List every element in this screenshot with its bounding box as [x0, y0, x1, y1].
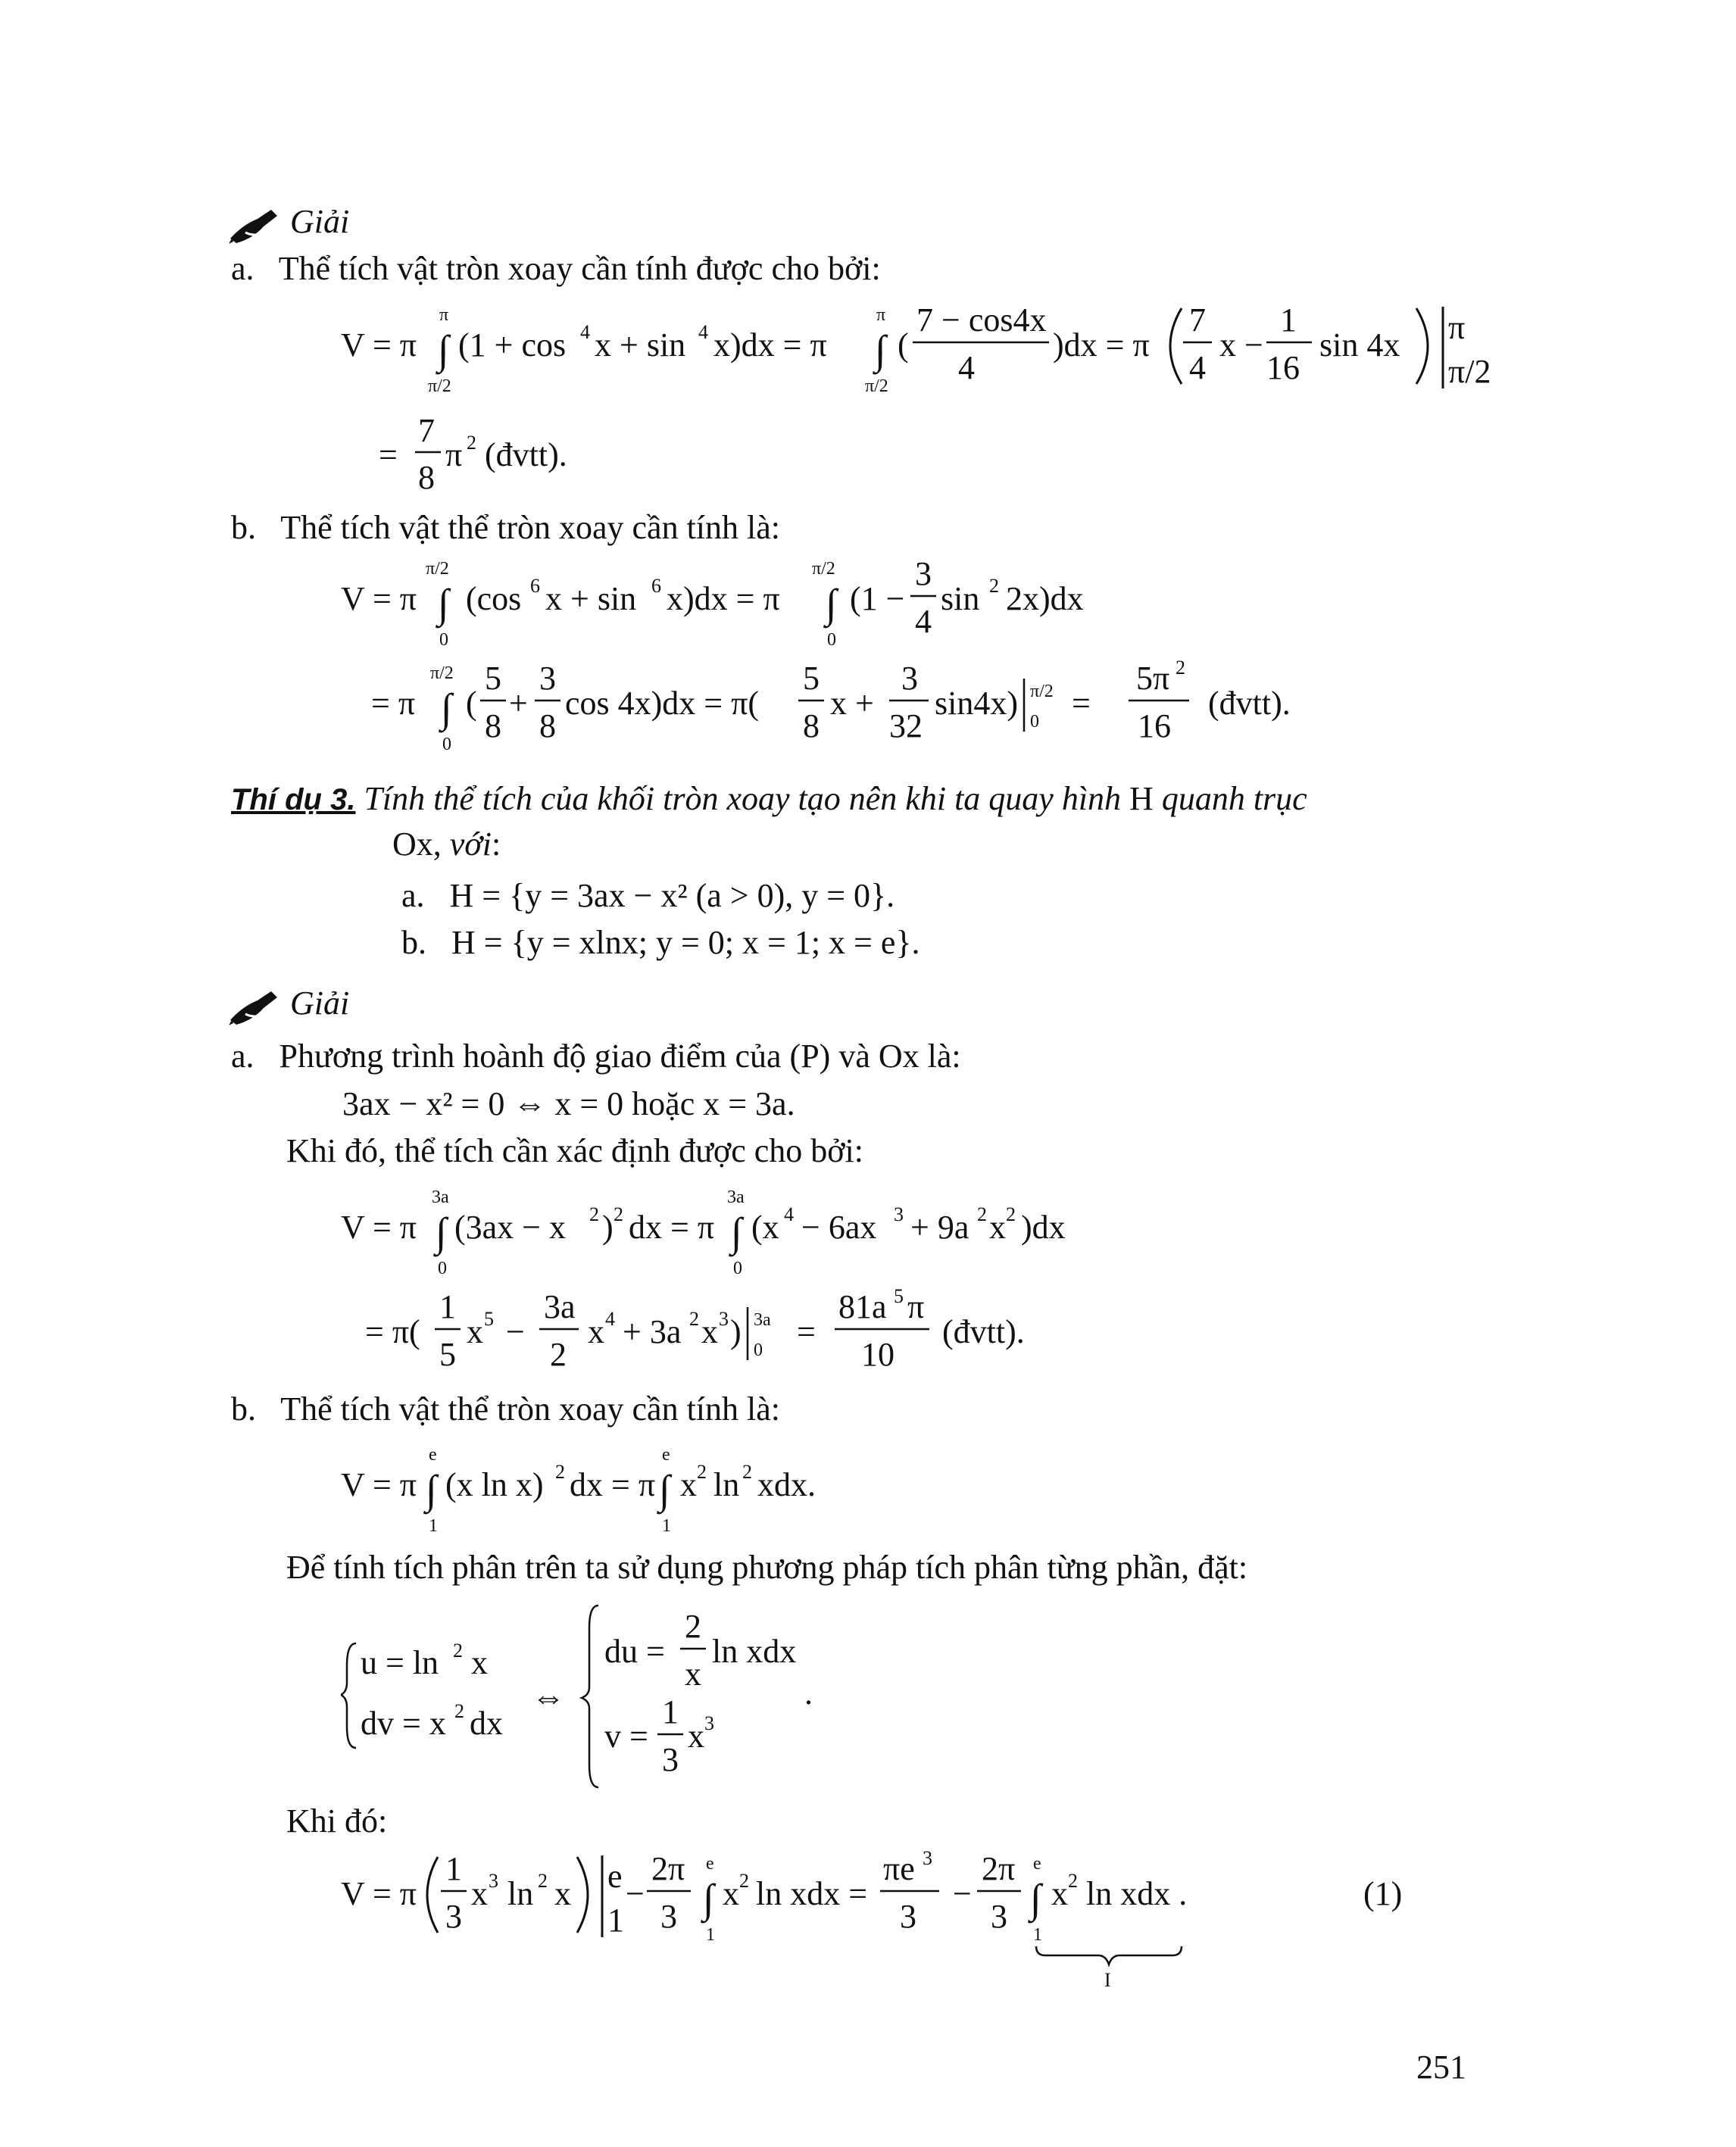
svg-text:v =: v = — [604, 1718, 648, 1755]
svg-text:−: − — [506, 1313, 525, 1350]
svg-text:e: e — [429, 1445, 437, 1465]
svg-text:3: 3 — [539, 660, 556, 697]
svg-text:=: = — [1072, 685, 1091, 722]
svg-text:4: 4 — [605, 1308, 615, 1330]
svg-text:π/2: π/2 — [426, 559, 449, 579]
svg-text:1: 1 — [706, 1925, 715, 1945]
svg-text:e: e — [607, 1858, 623, 1895]
svg-text:dx: dx — [470, 1705, 503, 1742]
prompt-text-tail: quanh trục — [1161, 780, 1307, 817]
svg-text:): ) — [602, 1209, 614, 1246]
equation-sol1-b1 — [341, 553, 1174, 651]
equation-sol2-system — [341, 1598, 886, 1795]
svg-text:2: 2 — [685, 1608, 701, 1645]
svg-text:dv = x: dv = x — [361, 1705, 446, 1742]
svg-text:π: π — [1448, 309, 1466, 346]
svg-text:2: 2 — [697, 1461, 707, 1483]
svg-text:3: 3 — [704, 1712, 714, 1734]
svg-text:2: 2 — [589, 1203, 599, 1225]
example-heading: Thí dụ 3. — [231, 783, 356, 816]
svg-text:(x: (x — [751, 1209, 779, 1246]
svg-text:2: 2 — [977, 1203, 987, 1225]
svg-text:x: x — [471, 1644, 488, 1681]
svg-text:3: 3 — [991, 1898, 1007, 1935]
svg-text:x: x — [680, 1466, 697, 1503]
svg-text:3: 3 — [445, 1898, 462, 1935]
svg-text:3a: 3a — [727, 1187, 745, 1207]
sol2-b-text3: Khi đó: — [286, 1802, 388, 1840]
svg-text:xdx.: xdx. — [757, 1466, 816, 1503]
svg-text:= π: = π — [371, 685, 416, 722]
svg-text:6: 6 — [530, 575, 540, 597]
svg-text:3a: 3a — [754, 1310, 771, 1330]
paragraph-text: Thể tích vật thể tròn xoay cần tính là: — [280, 509, 781, 546]
equation-tag: (1) — [1363, 1875, 1403, 1912]
example3-prompt — [231, 780, 1307, 819]
svg-text:(đvtt).: (đvtt). — [942, 1313, 1025, 1350]
svg-text:∫: ∫ — [436, 1209, 447, 1255]
svg-text:(cos: (cos — [466, 580, 522, 617]
svg-text:e: e — [1033, 1854, 1041, 1874]
sol2-a-text — [231, 1038, 961, 1076]
svg-text:π: π — [439, 305, 449, 325]
equation-sol2-final — [341, 1848, 1416, 1992]
equation-sol2-a2 — [365, 1286, 1198, 1384]
svg-text:2: 2 — [555, 1461, 565, 1483]
svg-text:10: 10 — [861, 1336, 895, 1373]
svg-text:2: 2 — [454, 1700, 464, 1722]
svg-text:2: 2 — [550, 1336, 567, 1373]
svg-text:5: 5 — [894, 1286, 904, 1307]
svg-text:3: 3 — [489, 1870, 498, 1892]
example3-item-a — [401, 877, 895, 916]
svg-text:dx = π: dx = π — [629, 1209, 715, 1246]
svg-text:∫: ∫ — [731, 1209, 742, 1255]
svg-text:1: 1 — [1280, 301, 1297, 339]
svg-text:2: 2 — [739, 1870, 749, 1892]
svg-text:πe: πe — [883, 1850, 915, 1887]
svg-text:x)dx = π: x)dx = π — [667, 580, 780, 617]
svg-text:3: 3 — [900, 1898, 916, 1935]
svg-text:∫: ∫ — [438, 581, 449, 626]
page-number: 251 — [1416, 2049, 1466, 2086]
svg-text:∫: ∫ — [703, 1876, 714, 1921]
svg-text:cos 4x)dx = π(: cos 4x)dx = π( — [565, 685, 759, 722]
svg-text:7: 7 — [1189, 301, 1206, 339]
svg-text:x)dx = π: x)dx = π — [713, 326, 827, 364]
svg-text:x + sin: x + sin — [545, 580, 637, 617]
svg-text:2: 2 — [1176, 657, 1185, 679]
example3-item-b — [401, 924, 920, 963]
svg-text:1: 1 — [1033, 1925, 1042, 1945]
paragraph-text: Phương trình hoành độ giao điểm của (P) và Ox là: — [279, 1038, 961, 1075]
svg-text:∫: ∫ — [426, 1467, 437, 1512]
svg-text:x: x — [989, 1209, 1006, 1246]
svg-text:2: 2 — [689, 1308, 699, 1330]
svg-text:8: 8 — [418, 459, 435, 496]
svg-text:5: 5 — [485, 660, 501, 697]
example3-prompt-line2 — [392, 825, 501, 864]
svg-text:−: − — [953, 1875, 972, 1912]
equation-sol2-a1 — [341, 1181, 1174, 1280]
item-label: a. — [231, 250, 254, 287]
svg-text:x: x — [685, 1655, 701, 1693]
svg-text:dx = π: dx = π — [570, 1466, 656, 1503]
sol2-b-text — [231, 1390, 780, 1429]
svg-text:(x ln x): (x ln x) — [445, 1466, 544, 1503]
svg-text:V = π: V = π — [341, 1875, 417, 1912]
svg-text:1: 1 — [445, 1850, 462, 1887]
sol2-a-line2: 3ax − x² = 0 ⇔ x = 0 hoặc x = 3a. — [342, 1085, 795, 1122]
svg-text:x: x — [688, 1718, 704, 1755]
svg-text:∫: ∫ — [826, 581, 837, 626]
svg-text:x: x — [554, 1875, 571, 1912]
svg-text:u = ln: u = ln — [361, 1644, 439, 1681]
paragraph-text: Thể tích vật tròn xoay cần tính được cho bởi: — [278, 250, 881, 287]
solution-title: Giải — [290, 985, 350, 1022]
solution-title: Giải — [290, 203, 350, 240]
svg-text:3a: 3a — [432, 1187, 449, 1207]
svg-text:+: + — [509, 685, 528, 722]
prompt-symbol: H — [1129, 780, 1154, 817]
svg-text:2: 2 — [742, 1461, 752, 1483]
svg-text:π/2: π/2 — [865, 376, 888, 396]
svg-text:4: 4 — [784, 1203, 794, 1225]
svg-text:2: 2 — [989, 575, 999, 597]
equation-sol2-b1 — [341, 1439, 871, 1537]
svg-text:= π(: = π( — [365, 1313, 420, 1350]
svg-text:π/2: π/2 — [430, 663, 454, 683]
svg-text:x −: x − — [1219, 326, 1263, 364]
svg-text:∫: ∫ — [659, 1467, 670, 1512]
svg-text:2x)dx: 2x)dx — [1006, 580, 1084, 617]
svg-text:2π: 2π — [651, 1850, 685, 1887]
svg-text:x: x — [723, 1875, 739, 1912]
svg-text:ln: ln — [507, 1875, 534, 1912]
brace-label: I — [1104, 1969, 1111, 1991]
svg-text:3: 3 — [894, 1203, 904, 1225]
svg-text:ln xdx .: ln xdx . — [1086, 1875, 1188, 1912]
item-label: a. — [231, 1038, 254, 1075]
item-text: H = {y = 3ax − x² (a > 0), y = 0}. — [449, 877, 895, 914]
svg-text:∫: ∫ — [1030, 1876, 1041, 1921]
svg-text:4: 4 — [958, 349, 975, 386]
item-text: H = {y = xlnx; y = 0; x = 1; x = e}. — [451, 924, 920, 961]
svg-text:(: ( — [466, 685, 477, 722]
svg-text:2: 2 — [1006, 1203, 1016, 1225]
svg-text:x: x — [467, 1313, 483, 1350]
item-label: b. — [231, 1390, 256, 1428]
svg-text:sin4x): sin4x) — [935, 685, 1018, 722]
svg-text:5π: 5π — [1136, 660, 1170, 697]
svg-text:1: 1 — [607, 1902, 624, 1939]
svg-text:ln: ln — [713, 1466, 740, 1503]
solution-heading-2 — [227, 985, 349, 1026]
svg-text:e: e — [706, 1854, 714, 1874]
svg-text:4: 4 — [580, 321, 590, 343]
svg-text:1: 1 — [439, 1288, 456, 1325]
svg-text:+ 3a: + 3a — [623, 1313, 682, 1350]
svg-text:(đvtt).: (đvtt). — [1208, 685, 1291, 722]
svg-text:x +: x + — [830, 685, 874, 722]
svg-text:=: = — [797, 1313, 816, 1350]
svg-text:x: x — [701, 1313, 718, 1350]
svg-text:(đvtt).: (đvtt). — [485, 436, 567, 473]
svg-text:0: 0 — [733, 1259, 742, 1278]
svg-text:16: 16 — [1266, 349, 1300, 386]
svg-text:x: x — [588, 1313, 604, 1350]
svg-text:2: 2 — [538, 1870, 548, 1892]
svg-text:sin: sin — [941, 580, 980, 617]
svg-text:π: π — [876, 305, 886, 325]
writing-hand-icon — [227, 205, 282, 245]
svg-text:.: . — [804, 1674, 813, 1712]
svg-text:sin 4x: sin 4x — [1319, 326, 1400, 364]
svg-text:π/2: π/2 — [1030, 682, 1054, 701]
svg-text:1: 1 — [662, 1693, 679, 1730]
svg-text:(1 + cos: (1 + cos — [458, 326, 567, 364]
svg-text:− 6ax: − 6ax — [801, 1209, 877, 1246]
svg-text:e: e — [662, 1445, 670, 1465]
item-label: b. — [231, 509, 256, 546]
svg-text:2π: 2π — [982, 1850, 1016, 1887]
item-label: b. — [401, 924, 426, 961]
svg-text:⇔: ⇔ — [532, 1678, 565, 1715]
svg-text:∫: ∫ — [438, 327, 449, 373]
svg-text:3: 3 — [923, 1848, 932, 1869]
svg-text:4: 4 — [698, 321, 708, 343]
svg-text:1: 1 — [662, 1516, 671, 1536]
svg-text:)dx: )dx — [1021, 1209, 1066, 1246]
svg-text:32: 32 — [889, 707, 923, 744]
svg-text:ln xdx: ln xdx — [712, 1633, 797, 1670]
svg-text:π/2: π/2 — [812, 559, 835, 579]
svg-text:)dx = π: )dx = π — [1053, 326, 1150, 364]
svg-text:4: 4 — [1189, 349, 1206, 386]
svg-text:x + sin: x + sin — [595, 326, 686, 364]
svg-text:2: 2 — [1068, 1870, 1078, 1892]
svg-text:4: 4 — [915, 603, 932, 640]
prompt-symbol: Ox, — [392, 825, 442, 863]
svg-text:(3ax − x: (3ax − x — [454, 1209, 566, 1246]
svg-text:π: π — [907, 1288, 925, 1325]
svg-text:81a: 81a — [838, 1288, 887, 1325]
item-label: a. — [401, 877, 425, 914]
svg-text:0: 0 — [1030, 712, 1039, 732]
sol2-a-text2: Khi đó, thể tích cần xác định được cho bởi: — [286, 1132, 863, 1169]
svg-text:0: 0 — [827, 630, 836, 650]
svg-text:0: 0 — [442, 735, 451, 754]
svg-text:16: 16 — [1138, 707, 1171, 744]
equation-sol1-b2 — [371, 657, 1356, 756]
svg-text:−: − — [626, 1875, 645, 1912]
sol2-b-text2: Để tính tích phân trên ta sử dụng phương pháp tích phân từng phần, đặt: — [286, 1549, 1248, 1586]
svg-text:8: 8 — [485, 707, 501, 744]
svg-text:7: 7 — [418, 413, 435, 449]
svg-text:V = π: V = π — [341, 580, 417, 617]
equation-sol1-a2 — [379, 413, 682, 504]
svg-text:π/2: π/2 — [1448, 353, 1491, 390]
svg-text:2: 2 — [467, 432, 476, 454]
svg-text:3: 3 — [901, 660, 918, 697]
svg-text:3: 3 — [662, 1741, 679, 1778]
svg-text:V = π: V = π — [341, 1466, 417, 1503]
writing-hand-icon — [227, 987, 282, 1026]
svg-text:ln xdx =: ln xdx = — [756, 1875, 868, 1912]
svg-text:7 − cos4x: 7 − cos4x — [916, 301, 1047, 339]
svg-text:x: x — [1051, 1875, 1068, 1912]
solution-heading-1 — [227, 203, 349, 245]
svg-text:2: 2 — [453, 1640, 463, 1662]
sol1-a-text — [231, 250, 881, 289]
svg-text:3: 3 — [660, 1898, 677, 1935]
svg-text:∫: ∫ — [875, 327, 886, 373]
svg-text:8: 8 — [539, 707, 556, 744]
svg-text:): ) — [730, 1313, 742, 1350]
svg-text:=: = — [379, 436, 398, 473]
svg-text:V = π: V = π — [341, 326, 417, 364]
prompt-text: với — [449, 825, 492, 863]
svg-text:du =: du = — [604, 1633, 665, 1670]
paragraph-text: Thể tích vật thể tròn xoay cần tính là: — [280, 1390, 781, 1428]
svg-text:8: 8 — [803, 707, 820, 744]
svg-text:3a: 3a — [544, 1288, 576, 1325]
svg-text:2: 2 — [614, 1203, 623, 1225]
svg-text:5: 5 — [484, 1308, 494, 1330]
svg-text:+ 9a: + 9a — [910, 1209, 969, 1246]
svg-text:V = π: V = π — [341, 1209, 417, 1246]
svg-text:5: 5 — [439, 1336, 456, 1373]
prompt-text: Tính thể tích của khối tròn xoay tạo nên khi ta quay hình — [364, 780, 1122, 817]
svg-text:3: 3 — [719, 1308, 729, 1330]
svg-text:∫: ∫ — [441, 685, 452, 731]
svg-text:0: 0 — [439, 630, 448, 650]
svg-text:1: 1 — [429, 1516, 438, 1536]
svg-text:π/2: π/2 — [428, 376, 451, 396]
svg-text:3: 3 — [915, 555, 932, 592]
svg-text:(: ( — [898, 326, 909, 364]
svg-text:6: 6 — [651, 575, 661, 597]
equation-sol1-a1 — [341, 299, 1522, 398]
svg-text:(1 −: (1 − — [850, 580, 905, 617]
svg-text:π: π — [445, 436, 463, 473]
svg-text:0: 0 — [438, 1259, 447, 1278]
sol1-b-text — [231, 509, 780, 548]
svg-text:x: x — [471, 1875, 488, 1912]
prompt-punct: : — [492, 825, 501, 863]
svg-text:0: 0 — [754, 1340, 763, 1360]
svg-text:5: 5 — [803, 660, 820, 697]
